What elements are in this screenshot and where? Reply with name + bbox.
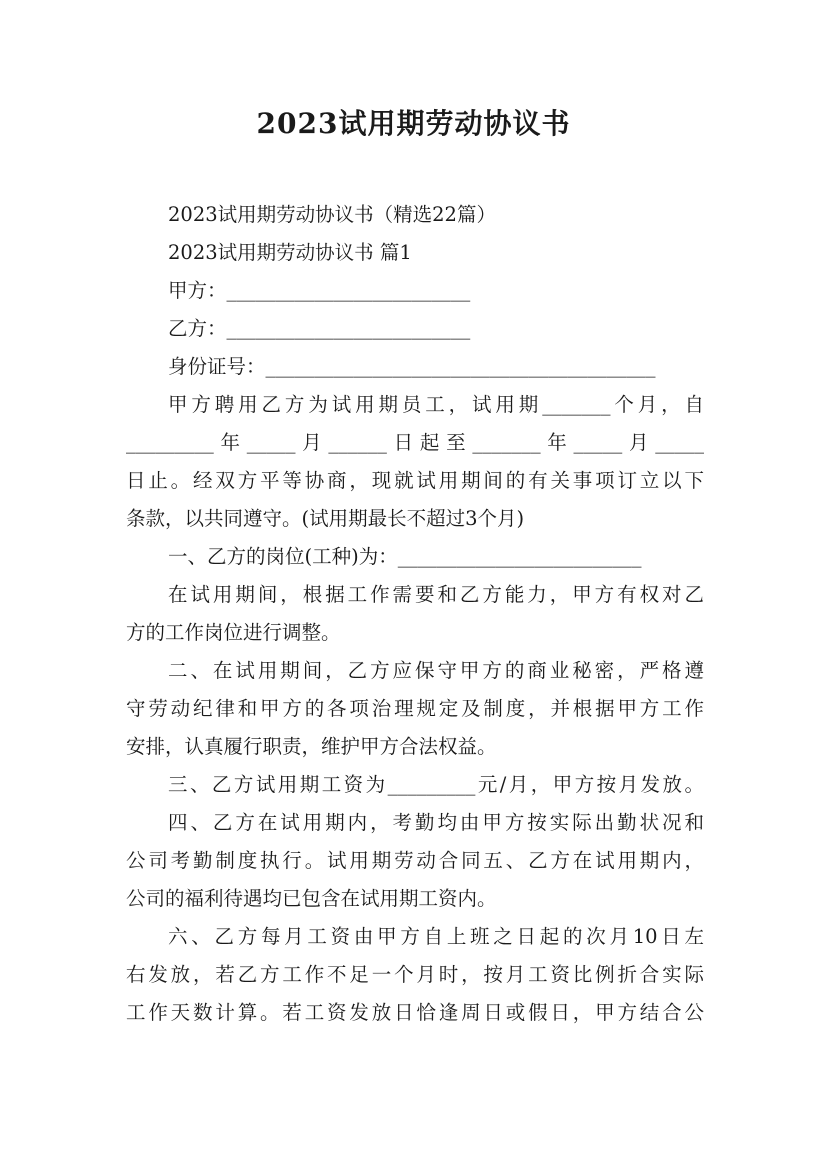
text-line: 工作天数计算。若工资发放日恰逢周日或假日，甲方结合公: [126, 1001, 704, 1024]
text-line: 一、乙方的岗位(工种)为：_________________________: [168, 545, 642, 568]
text-line: 二、在试用期间，乙方应保守甲方的商业秘密，严格遵: [168, 659, 704, 682]
text-line: 六、乙方每月工资由甲方自上班之日起的次月10日左: [168, 925, 704, 948]
text-line: 三、乙方试用期工资为_________元/月，甲方按月发放。: [168, 773, 704, 796]
text-line: 2023试用期劳动协议书 篇1: [168, 241, 412, 264]
text-line: 甲方聘用乙方为试用期员工，试用期_______个月，自: [168, 393, 704, 416]
text-line: _________年_____月______日起至_______年_____月_____: [126, 431, 704, 454]
document-body: [126, 196, 704, 1032]
text-line: 安排，认真履行职责，维护甲方合法权益。: [126, 735, 497, 758]
text-line: 守劳动纪律和甲方的各项治理规定及制度，并根据甲方工作: [126, 697, 704, 720]
text-line: 公司考勤制度执行。试用期劳动合同五、乙方在试用期内，: [126, 849, 704, 872]
text-line: 条款，以共同遵守。(试用期最长不超过3个月): [126, 507, 525, 530]
text-line: 方的工作岗位进行调整。: [126, 621, 341, 644]
text-line: 四、乙方在试用期内，考勤均由甲方按实际出勤状况和: [168, 811, 704, 834]
text-line: 右发放，若乙方工作不足一个月时，按月工资比例折合实际: [126, 963, 704, 986]
text-line: 乙方：_________________________: [168, 317, 471, 340]
text-line: 2023试用期劳动协议书（精选22篇）: [168, 203, 496, 226]
text-line: 日止。经双方平等协商，现就试用期间的有关事项订立以下: [126, 469, 704, 492]
text-line: 身份证号：________________________________________: [168, 355, 656, 378]
text-line: 在试用期间，根据工作需要和乙方能力，甲方有权对乙: [168, 583, 704, 606]
document-title: 2023试用期劳动协议书: [256, 107, 571, 140]
text-line: 公司的福利待遇均已包含在试用期工资内。: [126, 887, 497, 910]
text-line: 甲方：_________________________: [168, 279, 471, 302]
